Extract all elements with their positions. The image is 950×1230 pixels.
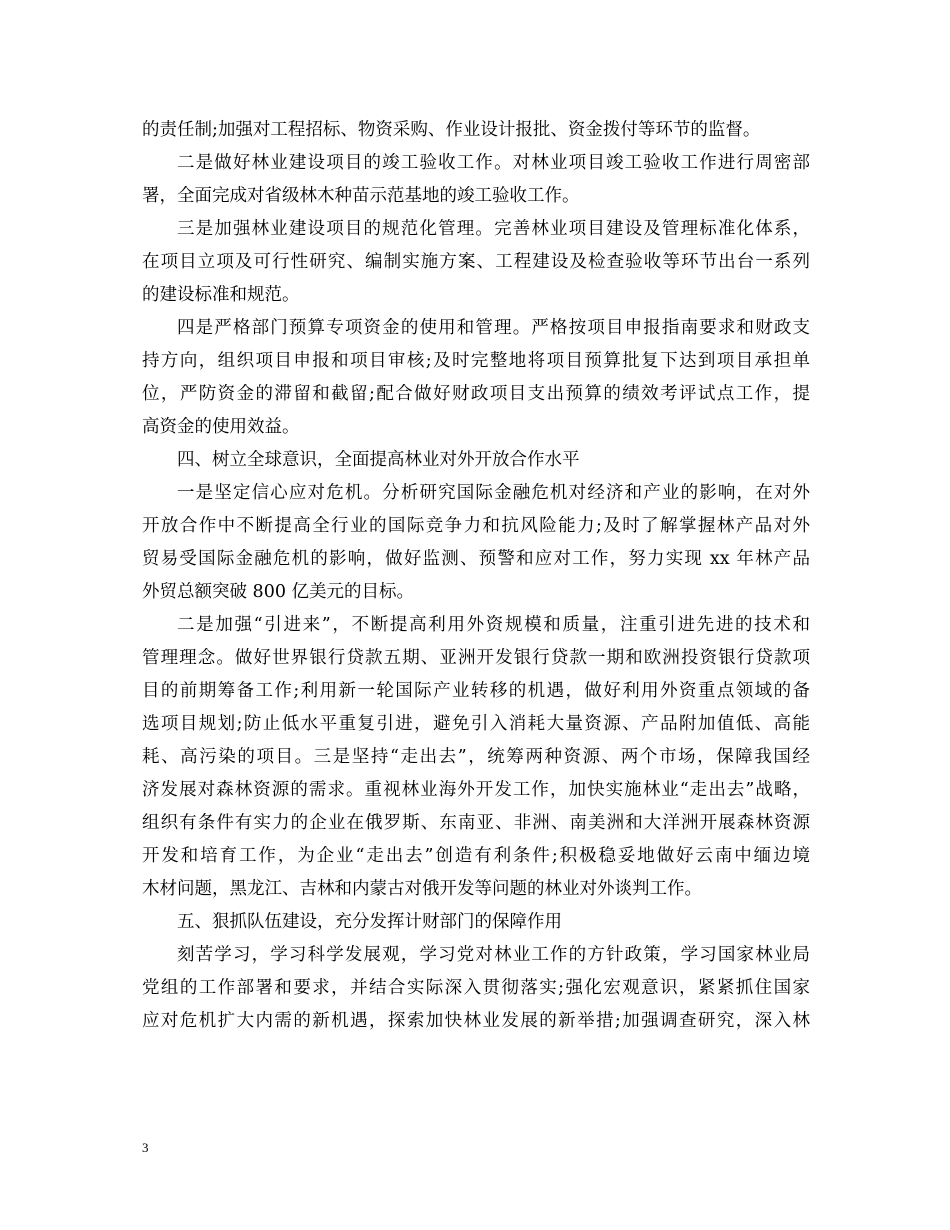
- text-line: 署，全面完成对省级林木种苗示范基地的竣工验收工作。: [142, 186, 580, 206]
- text-line: 四、树立全球意识，全面提高林业对外开放合作水平: [177, 450, 580, 470]
- text-line: 刻苦学习，学习科学发展观，学习党对林业工作的方针政策，学习国家林业局: [177, 945, 810, 965]
- page-number: 3: [142, 1140, 149, 1155]
- text-line: 济发展对森林资源的需求。重视林业海外开发工作，加快实施林业“走出去”战略，: [142, 780, 810, 800]
- document-body: [142, 114, 810, 1038]
- text-line: 四是严格部门预算专项资金的使用和管理。严格按项目申报指南要求和财政支: [177, 318, 810, 338]
- text-line: 二是加强“引进来”，不断提高利用外资规模和质量，注重引进先进的技术和: [177, 615, 810, 635]
- text-line: 组织有条件有实力的企业在俄罗斯、东南亚、非洲、南美洲和大洋洲开展森林资源: [142, 813, 810, 833]
- text-line: 的责任制;加强对工程招标、物资采购、作业设计报批、资金拨付等环节的监督。: [142, 120, 761, 140]
- text-line: 开发和培育工作，为企业“走出去”创造有利条件;积极稳妥地做好云南中缅边境: [142, 846, 810, 866]
- text-line: 贸易受国际金融危机的影响，做好监测、预警和应对工作，努力实现 xx 年林产品: [142, 549, 810, 569]
- text-line: 二是做好林业建设项目的竣工验收工作。对林业项目竣工验收工作进行周密部: [177, 153, 810, 173]
- text-line: 的建设标准和规范。: [142, 285, 300, 305]
- text-line: 党组的工作部署和要求，并结合实际深入贯彻落实;强化宏观意识，紧紧抓住国家: [142, 978, 810, 998]
- text-line: 选项目规划;防止低水平重复引进，避免引入消耗大量资源、产品附加值低、高能: [142, 714, 810, 734]
- text-line: 管理理念。做好世界银行贷款五期、亚洲开发银行贷款一期和欧洲投资银行贷款项: [142, 648, 810, 668]
- text-line: 外贸总额突破 800 亿美元的目标。: [142, 582, 415, 602]
- text-line: 一是坚定信心应对危机。分析研究国际金融危机对经济和产业的影响，在对外: [177, 483, 810, 503]
- text-line: 应对危机扩大内需的新机遇，探索加快林业发展的新举措;加强调查研究，深入林: [142, 1011, 810, 1031]
- text-line: 三是加强林业建设项目的规范化管理。完善林业项目建设及管理标准化体系，: [177, 219, 810, 239]
- text-line: 目的前期筹备工作;利用新一轮国际产业转移的机遇，做好利用外资重点领域的备: [142, 681, 810, 701]
- text-line: 高资金的使用效益。: [142, 417, 300, 437]
- text-line: 五、狠抓队伍建设，充分发挥计财部门的保障作用: [177, 912, 562, 932]
- text-line: 开放合作中不断提高全行业的国际竞争力和抗风险能力;及时了解掌握林产品对外: [142, 516, 810, 536]
- text-line: 位，严防资金的滞留和截留;配合做好财政项目支出预算的绩效考评试点工作，提: [142, 384, 810, 404]
- text-line: 在项目立项及可行性研究、编制实施方案、工程建设及检查验收等环节出台一系列: [142, 252, 810, 272]
- text-line: 持方向，组织项目申报和项目审核;及时完整地将项目预算批复下达到项目承担单: [142, 351, 810, 371]
- text-line: 耗、高污染的项目。三是坚持“走出去”，统筹两种资源、两个市场，保障我国经: [142, 747, 810, 767]
- text-line: 木材问题，黑龙江、吉林和内蒙古对俄开发等问题的林业对外谈判工作。: [142, 879, 702, 899]
